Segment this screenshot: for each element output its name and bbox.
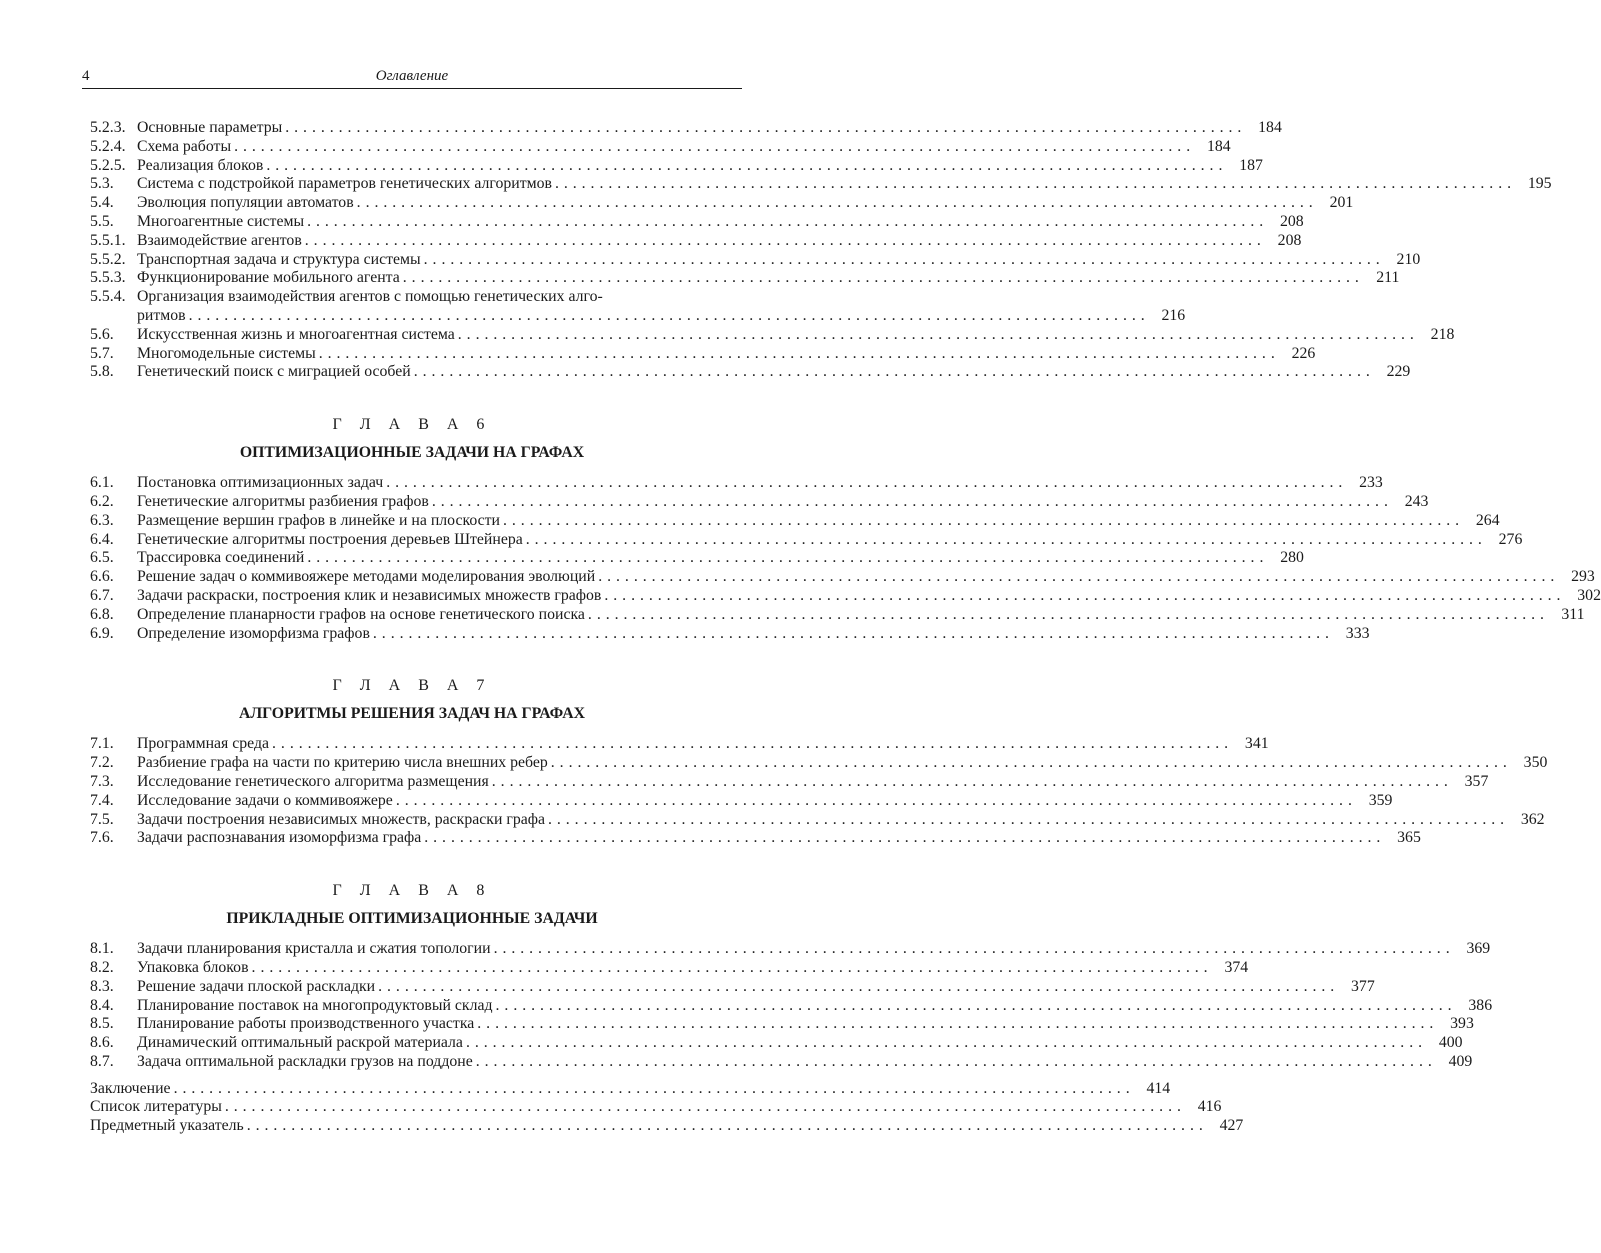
dot-leader xyxy=(477,1015,1434,1034)
entry-title: Задачи построения независимых множеств, раскраски графа xyxy=(137,810,545,828)
toc-entry[interactable] xyxy=(90,735,1269,754)
entry-page: 416 xyxy=(1197,1098,1222,1116)
entry-number: 6.1. xyxy=(90,474,114,492)
entry-title-line2: ритмов xyxy=(137,306,186,324)
chapter-toc-list xyxy=(82,735,1548,848)
entry-page: 210 xyxy=(1396,250,1421,268)
toc-entry[interactable] xyxy=(90,137,1231,157)
entry-title: Функционирование мобильного агента xyxy=(137,269,400,287)
toc-entry[interactable] xyxy=(90,810,1545,830)
chapter-title: ПРИКЛАДНЫЕ ОПТИМИЗАЦИОННЫЕ ЗАДАЧИ xyxy=(226,910,598,928)
dot-leader xyxy=(548,811,1505,830)
entry-page: 414 xyxy=(1146,1079,1171,1097)
entry-number: 6.8. xyxy=(90,605,114,623)
entry-title: Эволюция популяции автоматов xyxy=(137,194,354,212)
dot-leader xyxy=(272,735,1229,754)
entry-title: Система с подстройкой параметров генетических алгоритмов xyxy=(137,175,552,193)
entry-page: 393 xyxy=(1450,1015,1474,1033)
entry-page: 359 xyxy=(1368,791,1393,809)
entry-title: Схема работы xyxy=(137,137,232,155)
entry-number: 5.8. xyxy=(90,363,114,381)
entry-title: Разбиение графа на части по критерию числа внешних ребер xyxy=(137,754,548,772)
entry-number: 8.7. xyxy=(90,1052,114,1070)
chapter-toc-list xyxy=(82,474,1601,643)
dot-leader xyxy=(494,940,1451,959)
entry-page: 211 xyxy=(1376,269,1400,287)
entry-page: 377 xyxy=(1351,977,1375,995)
entry-title: Трассировка соединений xyxy=(137,549,305,567)
entry-page: 229 xyxy=(1386,363,1411,381)
entry-number: 5.7. xyxy=(90,344,114,362)
entry-title: Планирование поставок на многопродуктовый склад xyxy=(137,996,493,1014)
entry-title: Искусственная жизнь и многоагентная система xyxy=(137,325,455,343)
entry-number: 8.3. xyxy=(90,977,114,995)
toc-entry[interactable] xyxy=(90,1117,1244,1136)
entry-page: 187 xyxy=(1239,156,1263,174)
toc-entry[interactable] xyxy=(90,586,1601,606)
toc-entry[interactable] xyxy=(90,996,1493,1016)
entry-title: Генетические алгоритмы построения деревьев Штейнера xyxy=(137,530,523,548)
entry-number: 5.5.4. xyxy=(90,288,126,306)
chapter-section xyxy=(82,675,1548,848)
entry-number: 5.5.1. xyxy=(90,231,126,249)
entry-page: 357 xyxy=(1464,772,1489,790)
entry-page: 350 xyxy=(1523,754,1548,772)
entry-number: 7.6. xyxy=(90,829,114,847)
chapter-section xyxy=(82,880,1493,1072)
toc-entry-wrapped[interactable] xyxy=(90,288,742,307)
entry-number: 8.5. xyxy=(90,1015,114,1033)
toc-entry[interactable] xyxy=(90,530,1523,550)
dot-leader xyxy=(414,363,1371,382)
entry-number: 7.5. xyxy=(90,810,114,828)
chapter-title: ОПТИМИЗАЦИОННЫЕ ЗАДАЧИ НА ГРАФАХ xyxy=(239,444,585,462)
entry-number: 5.4. xyxy=(90,194,114,212)
toc-list-chapter-5 xyxy=(82,119,1552,382)
entry-number: 8.2. xyxy=(90,958,114,976)
entry-page: 302 xyxy=(1577,586,1601,604)
toc-entry[interactable] xyxy=(90,194,1354,213)
entry-number: 5.5.3. xyxy=(90,269,126,287)
entry-page: 409 xyxy=(1448,1052,1473,1070)
chapter-label: Г Л А В А 6 xyxy=(332,416,492,434)
toc-entry[interactable] xyxy=(90,1015,1474,1034)
chapter-section xyxy=(82,414,1601,643)
entry-page: 374 xyxy=(1224,958,1249,976)
dot-leader xyxy=(378,978,1335,997)
entry-page: 293 xyxy=(1571,568,1595,586)
dot-leader xyxy=(458,326,1415,345)
toc-entry[interactable] xyxy=(90,549,1304,568)
dot-leader xyxy=(307,213,1264,232)
chapter-label: Г Л А В А 7 xyxy=(332,677,492,695)
entry-title: Задачи распознавания изоморфизма графа xyxy=(137,829,422,847)
entry-page: 264 xyxy=(1475,511,1500,529)
entry-number: 6.6. xyxy=(90,568,114,586)
chapter-label: Г Л А В А 8 xyxy=(332,882,492,900)
toc-entry[interactable] xyxy=(90,250,1421,270)
entry-title: Основные параметры xyxy=(137,119,283,136)
entry-title: Задачи планирования кристалла и сжатия топологии xyxy=(137,940,491,958)
entry-number: 6.4. xyxy=(90,530,114,548)
toc-entry[interactable] xyxy=(90,977,1375,997)
entry-title: Генетические алгоритмы разбиения графов xyxy=(137,492,429,510)
toc-entry-wrapped-cont[interactable] xyxy=(90,306,1186,326)
entry-page: 362 xyxy=(1520,810,1545,828)
toc-entry[interactable] xyxy=(90,568,1595,587)
entry-page: 218 xyxy=(1430,325,1455,343)
entry-page: 369 xyxy=(1466,940,1491,958)
dot-leader xyxy=(307,549,1264,568)
dot-leader xyxy=(403,269,1360,288)
entry-title: Размещение вершин графов в линейке и на плоскости xyxy=(137,511,500,529)
dot-leader xyxy=(266,157,1223,176)
entry-number: 5.5. xyxy=(90,212,114,230)
toc-entry[interactable] xyxy=(90,791,1393,811)
entry-number: 6.3. xyxy=(90,511,114,529)
toc-entry[interactable] xyxy=(90,1079,1171,1099)
entry-title: Многоагентные системы xyxy=(137,212,305,230)
dot-leader xyxy=(252,959,1209,978)
entry-page: 201 xyxy=(1329,194,1354,212)
entry-page: 427 xyxy=(1219,1117,1244,1135)
toc-entry[interactable] xyxy=(90,754,1548,773)
running-head xyxy=(82,64,742,88)
entry-title: Задача оптимальной раскладки грузов на поддоне xyxy=(137,1052,473,1070)
entry-title: Упаковка блоков xyxy=(137,958,249,976)
entry-number: 8.1. xyxy=(90,940,114,958)
entry-page: 386 xyxy=(1468,996,1493,1014)
entry-title: Решение задачи плоской раскладки xyxy=(137,977,376,995)
entry-page: 216 xyxy=(1161,306,1186,324)
dot-leader xyxy=(424,829,1381,848)
entry-number: 8.4. xyxy=(90,996,114,1014)
entry-title: Реализация блоков xyxy=(137,156,264,174)
header-rule xyxy=(82,88,742,89)
chapter-toc-list xyxy=(82,940,1493,1072)
entry-number: 6.5. xyxy=(90,549,114,567)
entry-page: 365 xyxy=(1397,829,1421,847)
toc-entry[interactable] xyxy=(90,212,1304,232)
entry-number: 7.3. xyxy=(90,772,114,790)
dot-leader xyxy=(492,773,1449,792)
toc-entry[interactable] xyxy=(90,231,1302,251)
dot-leader xyxy=(247,1117,1204,1136)
dot-leader xyxy=(476,1053,1433,1072)
dot-leader xyxy=(526,531,1483,550)
entry-title: Постановка оптимизационных задач xyxy=(137,474,384,492)
toc-entry[interactable] xyxy=(90,772,1489,792)
dot-leader xyxy=(285,119,1242,138)
toc-entry[interactable] xyxy=(90,156,1263,176)
toc-entry[interactable] xyxy=(90,1034,1463,1053)
entry-number: 6.7. xyxy=(90,586,114,604)
entry-number: 8.6. xyxy=(90,1034,114,1052)
entry-number: 6.9. xyxy=(90,624,114,642)
toc-page xyxy=(82,64,1601,1136)
entry-page: 208 xyxy=(1279,212,1304,230)
entry-title: Планирование работы производственного участка xyxy=(137,1015,475,1033)
toc-list-back-matter xyxy=(82,1079,1244,1136)
dot-leader xyxy=(466,1034,1423,1053)
dot-leader xyxy=(424,251,1381,270)
dot-leader xyxy=(234,138,1191,157)
toc-entry[interactable] xyxy=(90,511,1500,531)
entry-number: 6.2. xyxy=(90,492,114,510)
entry-number: 5.2.5. xyxy=(90,156,126,174)
entry-number: 5.5.2. xyxy=(90,250,126,268)
entry-number: 5.2.4. xyxy=(90,137,126,155)
toc-entry[interactable] xyxy=(90,119,1282,138)
entry-page: 341 xyxy=(1244,735,1269,753)
entry-page: 184 xyxy=(1258,119,1282,136)
entry-page: 276 xyxy=(1498,530,1523,548)
entry-page: 400 xyxy=(1438,1034,1463,1052)
entry-page: 226 xyxy=(1291,344,1316,362)
dot-leader xyxy=(503,512,1460,531)
toc-entry[interactable] xyxy=(90,325,1455,345)
dot-leader xyxy=(432,493,1389,512)
entry-number: 7.1. xyxy=(90,735,114,753)
page-number: 4 xyxy=(82,68,90,84)
entry-title: Исследование генетического алгоритма размещения xyxy=(137,772,489,790)
toc-entry[interactable] xyxy=(90,829,1421,848)
dot-leader xyxy=(604,587,1561,606)
dot-leader xyxy=(174,1080,1131,1099)
dot-leader xyxy=(357,194,1314,213)
entry-page: 208 xyxy=(1277,231,1302,249)
toc-entry[interactable] xyxy=(90,940,1491,959)
dot-leader xyxy=(588,606,1545,625)
entry-title: Многомодельные системы xyxy=(137,344,316,362)
entry-number: 5.6. xyxy=(90,325,114,343)
toc-entry[interactable] xyxy=(90,474,1383,493)
entry-title: Определение планарности графов на основе генетического поиска xyxy=(137,605,585,623)
dot-leader xyxy=(598,568,1555,587)
dot-leader xyxy=(305,232,1262,251)
dot-leader xyxy=(319,345,1276,364)
entry-page: 233 xyxy=(1359,474,1383,492)
dot-leader xyxy=(496,997,1453,1016)
entry-title: Транспортная задача и структура системы xyxy=(137,250,421,268)
toc-entry[interactable] xyxy=(90,605,1585,625)
toc-entry[interactable] xyxy=(90,344,1316,364)
dot-leader xyxy=(225,1098,1182,1117)
entry-page: 311 xyxy=(1561,605,1585,623)
toc-entry[interactable] xyxy=(90,1098,1222,1117)
toc-entry[interactable] xyxy=(90,624,1370,644)
entry-title: Заключение xyxy=(90,1079,171,1097)
entry-title: Список литературы xyxy=(90,1098,222,1116)
entry-title-line1: Организация взаимодействия агентов с помощью генетических алго- xyxy=(137,288,603,306)
entry-number: 7.4. xyxy=(90,791,114,809)
running-title: Оглавление xyxy=(375,68,449,84)
entry-title: Взаимодействие агентов xyxy=(137,231,302,249)
toc-entry[interactable] xyxy=(90,492,1429,512)
toc-entry[interactable] xyxy=(90,175,1552,194)
dot-leader xyxy=(396,792,1353,811)
entry-page: 333 xyxy=(1345,624,1370,642)
dot-leader xyxy=(386,474,1343,493)
entry-page: 280 xyxy=(1280,549,1304,567)
entry-number: 5.3. xyxy=(90,175,114,193)
entry-title: Определение изоморфизма графов xyxy=(137,624,370,642)
toc-entry[interactable] xyxy=(90,1052,1473,1072)
dot-leader xyxy=(189,307,1146,326)
entry-number: 5.2.3. xyxy=(90,119,126,136)
dot-leader xyxy=(555,175,1512,194)
entry-title: Решение задач о коммивояжере методами моделирования эволюций xyxy=(137,568,596,586)
dot-leader xyxy=(373,625,1330,644)
entry-number: 7.2. xyxy=(90,754,114,772)
entry-title: Генетический поиск с миграцией особей xyxy=(137,363,411,381)
toc-entry[interactable] xyxy=(90,363,1411,382)
entry-page: 184 xyxy=(1206,137,1231,155)
entry-title: Задачи раскраски, построения клик и независимых множеств графов xyxy=(137,586,602,604)
entry-title: Предметный указатель xyxy=(90,1117,244,1135)
entry-page: 243 xyxy=(1404,492,1429,510)
toc-entry[interactable] xyxy=(90,958,1249,978)
entry-title: Программная среда xyxy=(137,735,270,753)
dot-leader xyxy=(551,754,1508,773)
entry-page: 195 xyxy=(1527,175,1552,193)
toc-entry[interactable] xyxy=(90,269,1400,288)
entry-title: Динамический оптимальный раскрой материала xyxy=(137,1034,463,1052)
entry-title: Исследование задачи о коммивояжере xyxy=(137,791,393,809)
chapter-title: АЛГОРИТМЫ РЕШЕНИЯ ЗАДАЧ НА ГРАФАХ xyxy=(238,705,586,723)
